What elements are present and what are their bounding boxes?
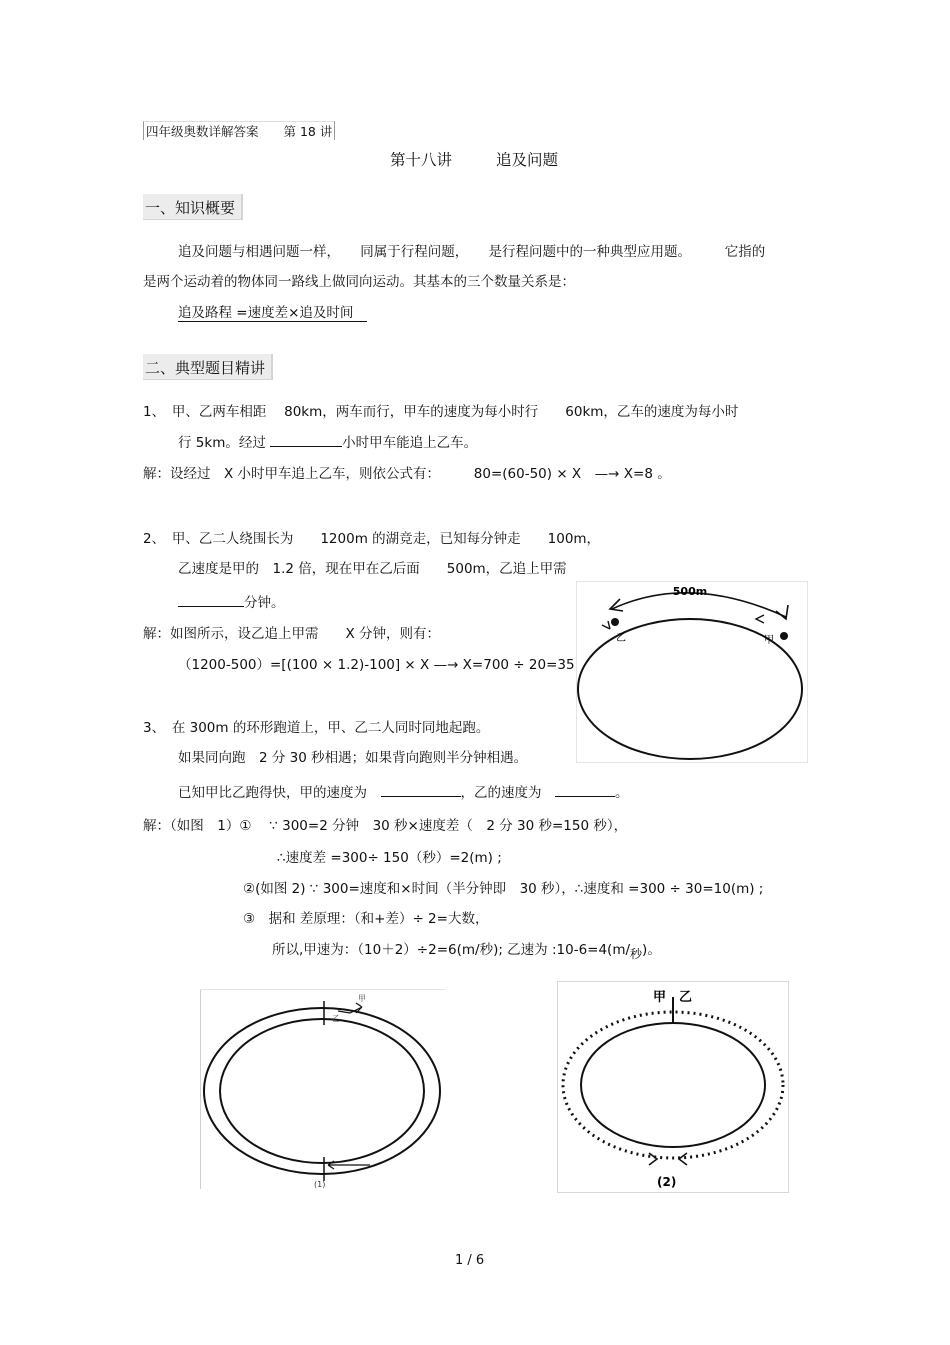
mark-yi: 乙 (332, 1014, 340, 1023)
figure-lake-track (576, 581, 808, 763)
track-inner (220, 1019, 424, 1163)
q3-sol5-text-a: 所以,甲速为：（10＋2）÷2=6(m/秒); 乙速为 :10-6=4(m/ (272, 942, 631, 958)
page-number: 1 / 6 (455, 1253, 485, 1268)
overview-line-2: 是两个运动着的物体同一路线上做同向运动。其基本的三个数量关系是： (143, 274, 575, 290)
q3-solution-3: ②(如图 2) ∵ 300=速度和×时间（半分钟即 30 秒），∴速度和 =300 ÷ 30=10(m) ; (243, 881, 764, 897)
q3-solution-2: ∴速度差 =300÷ 150（秒）=2(m) ; (277, 850, 502, 866)
page-header: 四年级奥数详解答案 第 18 讲 (143, 121, 335, 140)
overview-line-1: 追及问题与相遇问题一样， 同属于行程问题， 是行程问题中的一种典型应用题。 它指的 (178, 244, 766, 260)
q3-solution-4: ③ 据和 差原理：（和+差）÷ 2=大数， (243, 911, 489, 927)
q3-sol5-sub: 秒 (630, 947, 643, 961)
label-jia: 甲 (764, 635, 774, 646)
mark-jia: 甲 (358, 994, 366, 1003)
figure-2-caption: (2) (657, 1175, 677, 1189)
q3-blank-yi (555, 795, 615, 797)
meet-arrow-left (649, 1153, 657, 1165)
title-topic: 追及问题 (496, 151, 559, 169)
label-yi: 乙 (616, 633, 626, 644)
q3-text-b: ，乙的速度为 (460, 785, 555, 801)
runner-arrow-left (602, 621, 610, 629)
q3-solution-1: 解：（如图 1）① ∵ 300=2 分钟 30 秒×速度差（ 2 分 30 秒=150 秒）， (143, 818, 628, 834)
q1-line-1: 1、 甲、乙两车相距 80km，两车而行，甲车的速度为每小时行 60km，乙车的速度为每小时 (143, 404, 739, 420)
q2-solution-2: （1200-500）=[(100 × 1.2)-100] × X —→ X=700 ÷ 20=35 (178, 657, 575, 673)
page-title (390, 148, 558, 170)
arc-arrow-right (776, 605, 788, 619)
dotted-track (563, 1012, 783, 1158)
label-yi: 乙 (679, 990, 693, 1005)
runner-arrow-right (756, 615, 764, 623)
distance-label: 500m (672, 585, 708, 598)
title-lecture: 第十八讲 (390, 151, 453, 169)
section-heading-examples: 二、典型题目精讲 (143, 354, 273, 380)
q1-line-2 (178, 431, 477, 451)
figure-1-same-direction (200, 989, 445, 1189)
q1-answer-blank (270, 445, 342, 447)
q2-line-2: 乙速度是甲的 1.2 倍，现在甲在乙后面 500m，乙追上甲需 (178, 561, 567, 577)
chase-formula: 追及路程 =速度差×追及时间 (178, 301, 367, 322)
q1-text-a: 行 5km。经过 (178, 435, 271, 451)
q1-text-b: 小时甲车能追上乙车。 (342, 435, 478, 451)
runner-jia-dot (780, 632, 788, 640)
q2-line-3 (178, 591, 285, 611)
figure-2-opposite-direction (557, 981, 789, 1193)
q3-line-1: 3、 在 300m 的环形跑道上，甲、乙二人同时同地起跑。 (143, 720, 490, 736)
q2-solution-1: 解：如图所示，设乙追上甲需 X 分钟，则有： (143, 626, 441, 642)
q3-blank-jia (381, 795, 461, 797)
q2-answer-blank (178, 605, 244, 607)
q1-solution: 解：设经过 X 小时甲车追上乙车，则依公式有： 80=(60-50) × X —→ X=8 。 (143, 466, 671, 482)
q3-line-3 (178, 781, 629, 801)
runner-yi-dot (611, 618, 619, 626)
q3-sol5-text-c: )。 (642, 942, 661, 958)
section-heading-overview: 一、知识概要 (143, 194, 243, 220)
q2-text: 分钟。 (244, 595, 285, 611)
label-jia: 甲 (653, 990, 667, 1005)
q3-line-2: 如果同向跑 2 分 30 秒相遇；如果背向跑则半分钟相遇。 (178, 750, 528, 766)
q3-text-c: 。 (615, 785, 629, 801)
q3-text-a: 已知甲比乙跑得快，甲的速度为 (178, 785, 381, 801)
inner-track (581, 1023, 765, 1147)
figure-1-caption: (1) (314, 1180, 326, 1189)
q2-line-1: 2、 甲、乙二人绕围长为 1200m 的湖竞走，已知每分钟走 100m， (143, 531, 601, 547)
q3-solution-5 (272, 938, 661, 961)
track-outer (204, 1008, 440, 1174)
